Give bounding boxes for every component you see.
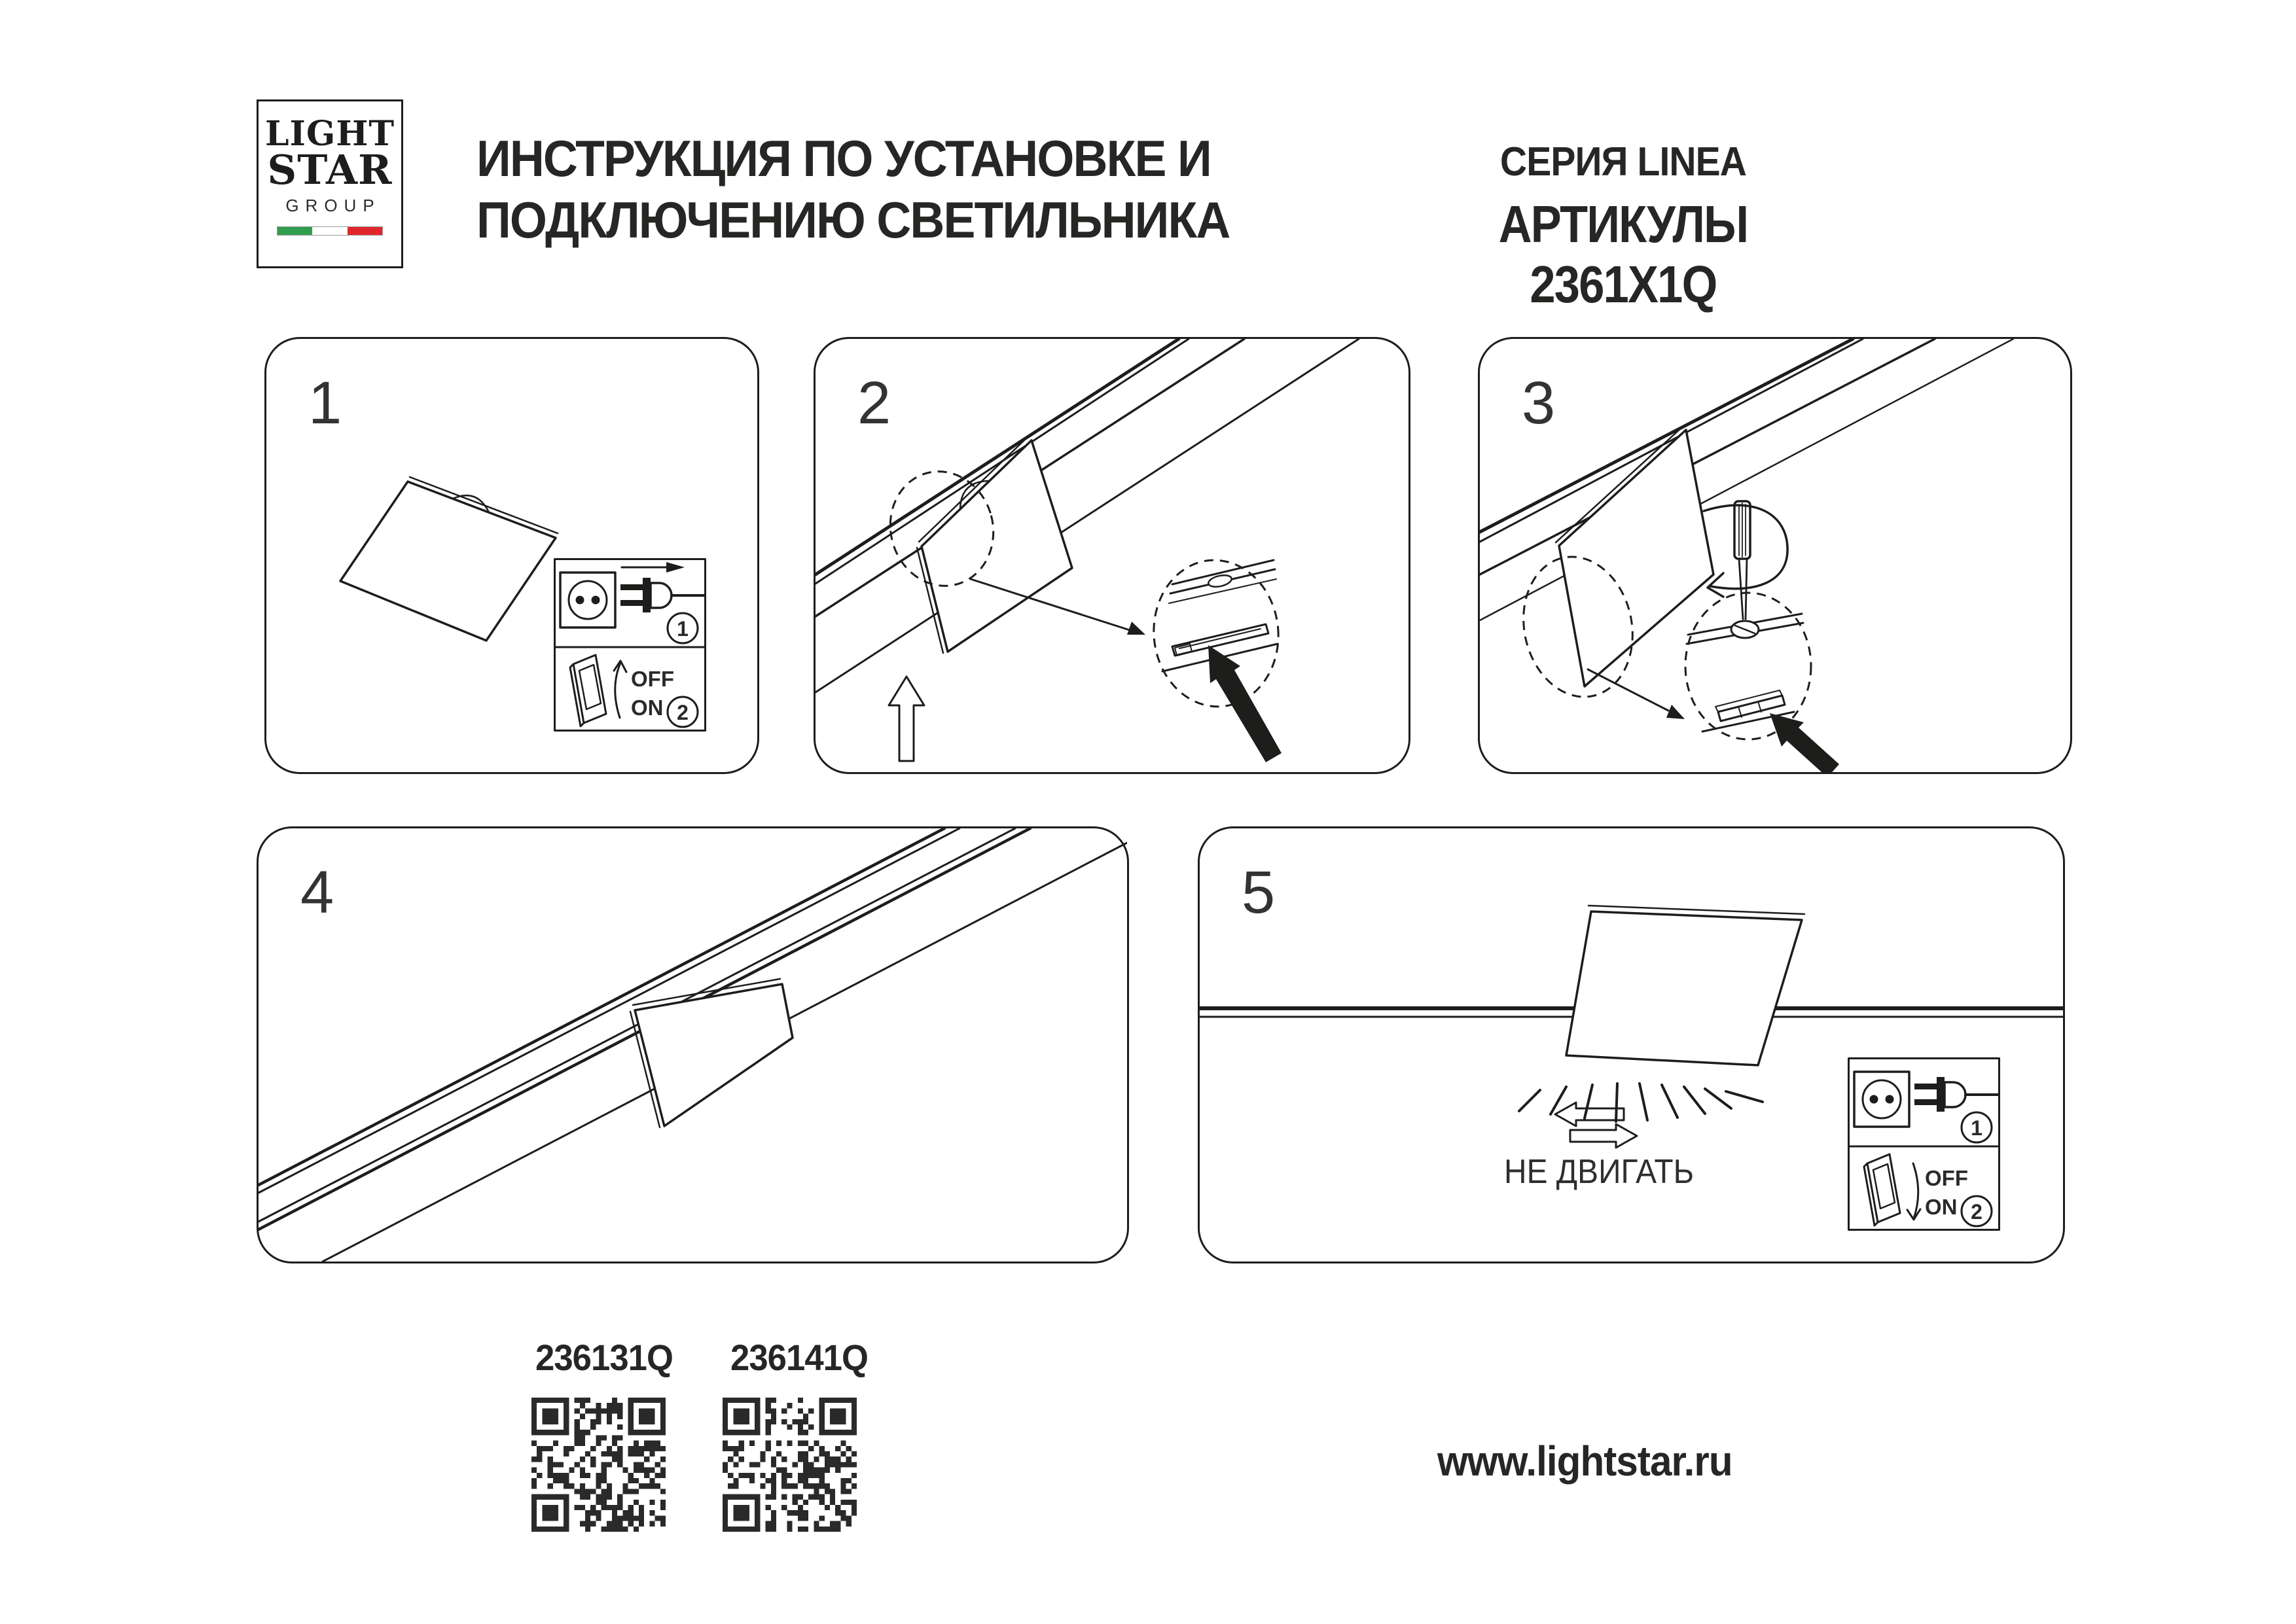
on-label: ON (1925, 1195, 1958, 1219)
step5-illustration (1200, 828, 2063, 1262)
detail-pointer-arrow (1588, 669, 1685, 719)
svg-text:1: 1 (1971, 1116, 1982, 1140)
step4-illustration (259, 828, 1127, 1262)
off-label: OFF (1925, 1166, 1968, 1190)
qr-label-2: 236141Q (730, 1337, 869, 1378)
series-name: СЕРИЯ LINEA (1499, 139, 1747, 185)
step-number-4: 4 (300, 859, 334, 926)
italian-flag-icon (277, 226, 383, 236)
move-arrows-icon (1555, 1103, 1637, 1148)
press-arrow-icon (1208, 645, 1282, 762)
off-label: OFF (631, 667, 674, 691)
press-arrow-icon (1770, 713, 1839, 772)
qr-code-1 (531, 1398, 666, 1532)
lamp-panel-icon (1566, 906, 1804, 1065)
step-panel-5 (1198, 826, 2065, 1263)
qr-label-1: 236131Q (535, 1337, 673, 1378)
lamp-panel-icon (630, 979, 793, 1127)
lamp-panel-icon (340, 477, 558, 641)
page-title (476, 128, 1229, 251)
step3-illustration (1480, 339, 2070, 772)
flag-white-stripe (312, 227, 347, 235)
lamp-panel-icon (1556, 427, 1713, 686)
svg-text:2: 2 (677, 701, 689, 724)
website-url: www.lightstar.ru (1437, 1438, 1732, 1485)
step-number-1: 1 (308, 370, 342, 436)
step-number-2: 2 (857, 370, 891, 436)
power-legend-box (555, 559, 706, 731)
logo-text-light: LIGHT (264, 114, 395, 154)
flag-red-stripe (348, 227, 382, 235)
articles-code: АРТИКУЛЫ 2361X1Q (1498, 195, 1748, 313)
svg-text:1: 1 (677, 617, 689, 641)
lift-up-arrow-icon (889, 677, 924, 761)
step-number-5: 5 (1242, 859, 1276, 926)
title-line-2: ПОДКЛЮЧЕНИЮ СВЕТИЛЬНИКА (476, 190, 1230, 249)
step-circle-1 (668, 613, 698, 643)
logo-text-group: GROUP (285, 195, 381, 215)
step-panel-2 (814, 337, 1410, 774)
series-block (1388, 139, 1859, 315)
on-label: ON (631, 696, 664, 720)
step-panel-1 (264, 337, 759, 774)
flag-green-stripe (278, 227, 312, 235)
step-panel-4 (257, 826, 1129, 1263)
lightstar-logo (257, 99, 403, 268)
svg-text:2: 2 (1971, 1200, 1982, 1224)
track-lines (816, 339, 1359, 692)
screw-fix-detail (1687, 614, 1803, 732)
step-number-3: 3 (1522, 370, 1556, 436)
step-circle-2 (1962, 1196, 1992, 1226)
lamp-panel-icon (917, 436, 1072, 653)
screwdriver-icon (1734, 501, 1750, 619)
step2-illustration (816, 339, 1408, 772)
title-line-1: ИНСТРУКЦИЯ ПО УСТАНОВКЕ И (476, 130, 1211, 187)
qr-code-2 (723, 1398, 857, 1532)
step-circle-2 (668, 697, 698, 727)
logo-text-star: STAR (267, 145, 393, 194)
light-rays-icon (1519, 1084, 1763, 1121)
do-not-move-warning: НЕ ДВИГАТЬ (1504, 1153, 1694, 1191)
step-circle-1 (1962, 1112, 1992, 1142)
step-panel-3 (1478, 337, 2072, 774)
power-legend-box (1849, 1059, 2000, 1230)
